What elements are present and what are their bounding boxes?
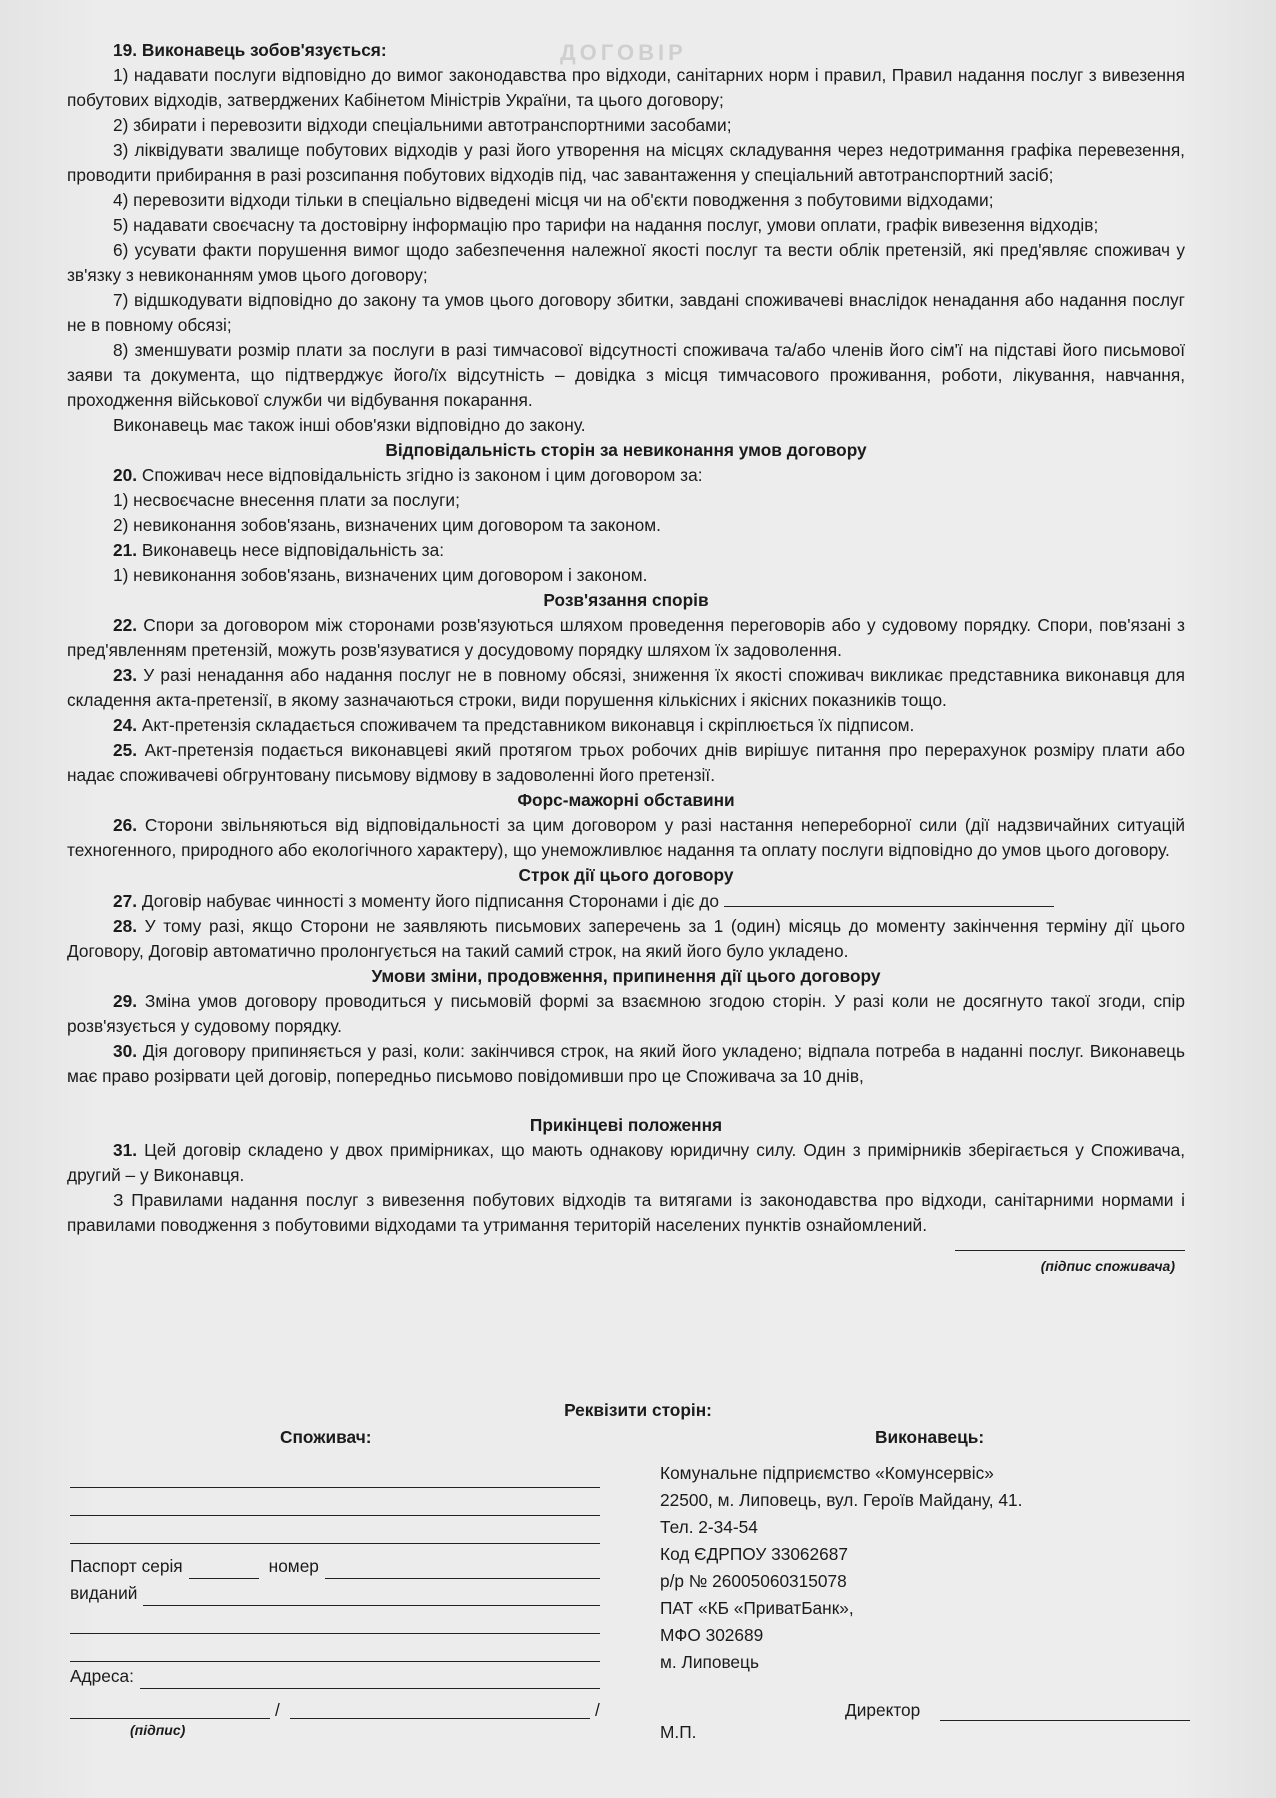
consumer-name-sign-line[interactable]	[290, 1718, 590, 1719]
heading-change-conditions: Умови зміни, продовження, припинення дії цього договору	[371, 966, 881, 986]
section-23: 23. У разі ненадання або надання послуг не в повному обсязі, зниження їх якості споживач викликає представника виконавця для складення акта-претензії, в якому зазначаються строки, види порушення кількісних і якісних показників тощо.	[67, 665, 1185, 710]
consumer-name-line-2[interactable]	[70, 1488, 600, 1516]
s19-item-2: 2) збирати і перевозити відходи спеціальними автотранспортними засобами;	[113, 115, 732, 135]
director-signature-block	[845, 1700, 1195, 1740]
passport-number-field[interactable]	[325, 1558, 600, 1579]
director-sign-line[interactable]	[940, 1720, 1190, 1721]
section-28: 28. У тому разі, якщо Сторони не заявляють письмових заперечень за 1 (один) місяць до моменту закінчення терміну дії цього Договору, Договір автоматично пролонгується на такий самий строк, на який його було укладено.	[67, 916, 1185, 961]
executor-line-2: 22500, м. Липовець, вул. Героїв Майдану, 41.	[660, 1490, 1023, 1510]
consumer-requisites	[70, 1425, 600, 1689]
executor-line-7: МФО 302689	[660, 1625, 764, 1645]
consumer-title: Споживач:	[280, 1427, 372, 1447]
issued-line-3[interactable]	[70, 1634, 600, 1662]
seal-place-label: М.П.	[660, 1722, 697, 1742]
consumer-signature-caption: (підпис споживача)	[1040, 1258, 1175, 1274]
executor-requisites	[660, 1425, 1200, 1676]
s19-item-1: 1) надавати послуги відповідно до вимог законодавства про відходи, санітарних норм і правил, Правил надання послуг з вивезення побутових відходів, затверджених Кабінетом Міністрів України, та цього договору;	[67, 65, 1185, 110]
section-24: 24. Акт-претензія складається споживачем та представником виконавця і скріплюється їх підписом.	[113, 715, 915, 735]
section-29: 29. Зміна умов договору проводиться у письмовій формі за взаємною згодою сторін. У разі коли не досягнуто такої згоди, спір розв'язується у судовому порядку.	[67, 991, 1185, 1036]
heading-term: Строк дії цього договору	[518, 865, 734, 885]
address-label: Адреса:	[70, 1666, 134, 1686]
passport-row	[70, 1552, 600, 1579]
consumer-signature	[67, 1238, 1185, 1286]
executor-line-4: Код ЄДРПОУ 33062687	[660, 1544, 848, 1564]
requisites-title: Реквізити сторін:	[564, 1400, 712, 1420]
s20-item-2: 2) невиконання зобов'язань, визначених цим договором та законом.	[113, 515, 661, 535]
address-row	[70, 1662, 600, 1689]
consumer-name-line-1[interactable]	[70, 1460, 600, 1488]
s19-item-5: 5) надавати своєчасну та достовірну інформацію про тарифи на надання послуг, умови оплати, графік вивезення відходів;	[113, 215, 1099, 235]
term-end-date-field[interactable]	[724, 888, 1054, 907]
address-field[interactable]	[140, 1668, 600, 1689]
heading-force-majeure: Форс-мажорні обставини	[517, 790, 735, 810]
section-22: 22. Спори за договором між сторонами розв'язуються шляхом проведення переговорів або у судовому порядку. Спори, пов'язані з пред'явленням претензій, можуть розв'язуватися у досудовому порядку шляхом їх задоволення.	[67, 615, 1185, 660]
s21-item-1: 1) невиконання зобов'язань, визначених цим договором і законом.	[113, 565, 648, 585]
slash-1: /	[275, 1700, 280, 1720]
consumer-sign-line[interactable]	[70, 1718, 270, 1719]
bleed-through-title: ДОГОВІР	[560, 40, 687, 65]
consumer-name-line-3[interactable]	[70, 1516, 600, 1544]
section-27: 27. Договір набуває чинності з моменту його підписання Сторонами і діє до	[67, 888, 1185, 914]
s19-item-8: 8) зменшувати розмір плати за послуги в разі тимчасової відсутності споживача та/або членів його сім'ї на підставі його письмової заяви та документа, що підтверджує його/їх відсутність – довідка з місця тимчасового проживання, роботи, лікування, навчання, проходження військової служби чи відбування покарання.	[67, 340, 1185, 410]
executor-line-6: ПАТ «КБ «ПриватБанк»,	[660, 1598, 854, 1618]
contract-body	[67, 38, 1185, 1286]
issued-label: виданий	[70, 1583, 138, 1603]
s19-extra: Виконавець має також інші обов'язки відповідно до закону.	[113, 415, 586, 435]
s20-item-1: 1) несвоєчасне внесення плати за послуги;	[113, 490, 460, 510]
slash-2: /	[595, 1700, 600, 1720]
executor-line-5: р/р № 26005060315078	[660, 1571, 847, 1591]
section-31: 31. Цей договір складено у двох примірниках, що мають однакову юридичну силу. Один з примірників зберігається у Споживача, другий – у Виконавця.	[67, 1140, 1185, 1185]
s19-item-3: 3) ліквідувати звалище побутових відходів у разі його утворення на місцях складування через недотримання графіка перевезення, проводити прибирання в разі розсипання побутових відходів під, час завантаження у спеціальний автотранспортний засіб;	[67, 140, 1185, 185]
issued-field[interactable]	[143, 1585, 600, 1606]
passport-series-field[interactable]	[189, 1558, 259, 1579]
consumer-sign-caption: (підпис)	[130, 1722, 186, 1738]
passport-series-label: Паспорт серія	[70, 1556, 183, 1576]
heading-final-provisions: Прикінцеві положення	[529, 1115, 723, 1135]
s19-item-4: 4) перевозити відходи тільки в спеціально відведені місця чи на об'єкти поводження з побутовими відходами;	[113, 190, 994, 210]
passport-number-label: номер	[268, 1556, 319, 1576]
s19-item-6: 6) усувати факти порушення вимог щодо забезпечення належної якості послуг та вести облік претензій, які пред'являє споживач у зв'язку з невиконанням умов цього договору;	[67, 240, 1185, 285]
consumer-signature-line[interactable]	[955, 1250, 1185, 1251]
section-26: 26. Сторони звільняються від відповідальності за цим договором у разі настання непереборної сили (дії надзвичайних ситуацій техногенного, природного або екологічного характеру), що унеможливлює надання та оплату послуги відповідно до умов цього договору.	[67, 815, 1185, 860]
s19-item-7: 7) відшкодувати відповідно до закону та умов цього договору збитки, завдані споживачеві внаслідок ненадання або надання послуг не в повному обсязі;	[67, 290, 1185, 335]
executor-line-3: Тел. 2-34-54	[660, 1517, 758, 1537]
director-label: Директор	[845, 1700, 921, 1720]
section-19-heading: 19. Виконавець зобов'язується:	[113, 40, 387, 60]
section-21: 21. Виконавець несе відповідальність за:	[113, 540, 445, 560]
section-20: 20. Споживач несе відповідальність згідно із законом і цим договором за:	[113, 465, 703, 485]
section-25: 25. Акт-претензія подається виконавцеві який протягом трьох робочих днів вирішує питання про перерахунок розміру плати або надає споживачеві обгрунтовану письмову відмову в задоволенні його претензії.	[67, 740, 1185, 785]
executor-line-1: Комунальне підприємство «Комунсервіс»	[660, 1463, 994, 1483]
executor-title: Виконавець:	[875, 1427, 985, 1447]
familiarization-statement: З Правилами надання послуг з вивезення побутових відходів та витягами із законодавства про відходи, санітарними нормами і правилами поводження з побутовими відходами та утримання територій населених пунктів ознайомлений.	[67, 1190, 1185, 1235]
issued-line-2[interactable]	[70, 1606, 600, 1634]
heading-responsibility: Відповідальність сторін за невиконання умов договору	[385, 440, 867, 460]
heading-disputes: Розв'язання спорів	[543, 590, 709, 610]
consumer-signature-block	[70, 1700, 610, 1750]
section-30: 30. Дія договору припиняється у разі, коли: закінчився строк, на який його укладено; відпала потреба в наданні послуг. Виконавець має право розірвати цей договір, попередньо письмово повідомивши про це Споживача за 10 днів,	[67, 1041, 1185, 1086]
issued-row	[70, 1579, 600, 1606]
executor-line-8: м. Липовець	[660, 1652, 759, 1672]
